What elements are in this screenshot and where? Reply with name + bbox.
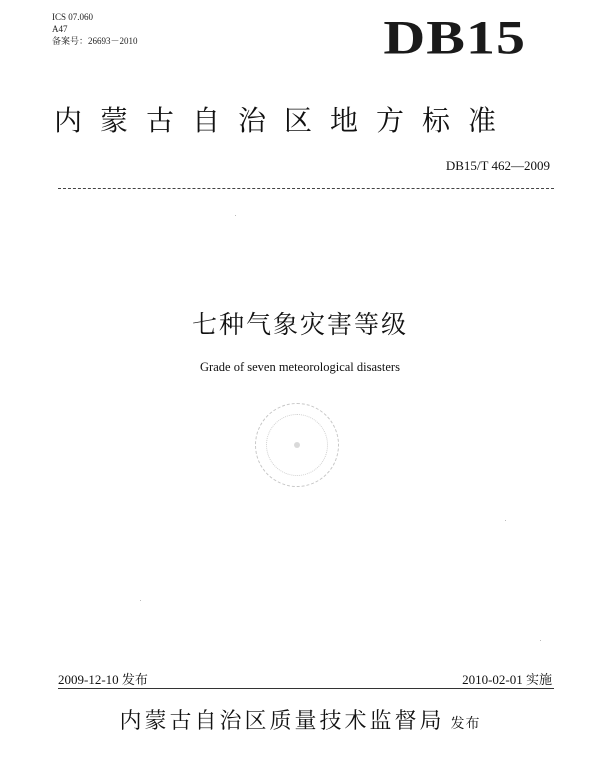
standard-type-heading: 内蒙古自治区地方标准 xyxy=(54,104,515,137)
faded-seal-stamp xyxy=(255,403,339,487)
document-title-zh: 七种气象灾害等级 xyxy=(191,310,408,339)
publisher-line xyxy=(0,704,600,735)
registration-number: 备案号：26693－2010 xyxy=(52,36,138,46)
scan-speck xyxy=(505,520,506,521)
scan-speck xyxy=(235,215,236,216)
classification-code: A47 xyxy=(52,24,68,34)
standard-number: DB15/T 462—2009 xyxy=(445,158,550,173)
seal-center-mark xyxy=(294,442,300,448)
document-title-en: Grade of seven meteorological disasters xyxy=(200,360,400,374)
ics-code: ICS 07.060 xyxy=(52,12,94,22)
publisher-name: 内蒙古自治区质量技术监督局 xyxy=(119,709,445,734)
issue-date: 2009-12-10 发布 xyxy=(58,672,148,687)
publisher-suffix: 发布 xyxy=(450,716,481,732)
footer-divider xyxy=(58,688,554,689)
standard-code-mark: DB15 xyxy=(383,10,526,65)
scan-speck xyxy=(540,640,541,641)
implementation-date: 2010-02-01 实施 xyxy=(462,672,552,687)
header-divider xyxy=(58,188,554,189)
scan-speck xyxy=(140,600,141,601)
